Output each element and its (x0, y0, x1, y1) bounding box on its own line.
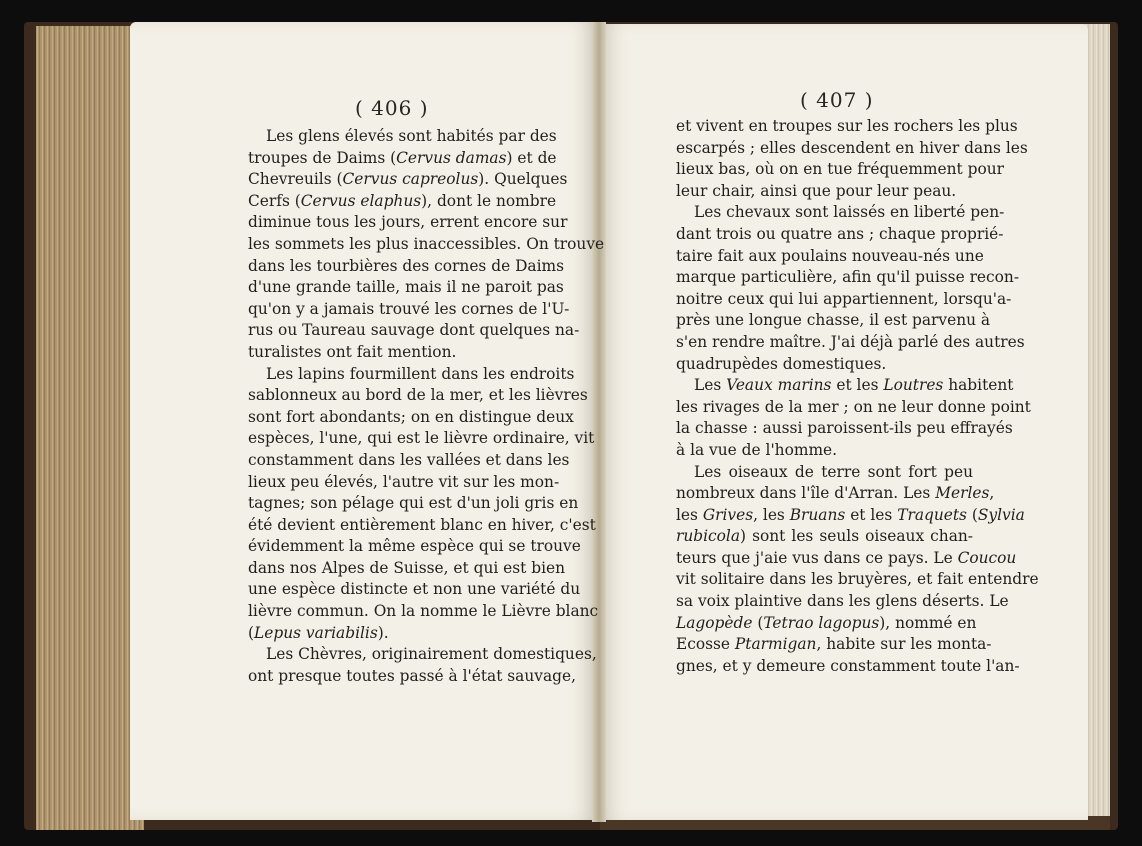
italic-term: Grives (702, 505, 754, 524)
text-run: ). (377, 623, 389, 642)
italic-term: Cervus capreolus (342, 170, 479, 189)
text-run: Les lapins fourmillent dans les endroits (266, 364, 575, 383)
text-line (676, 505, 1025, 527)
text-line (676, 310, 991, 332)
right-page-number: ( 407 ) (800, 88, 874, 112)
text-run: constamment dans les vallées et dans les (248, 450, 570, 469)
text-run: vit solitaire dans les bruyères, et fait entendre (676, 570, 1039, 589)
text-line (676, 548, 1017, 570)
text-line (248, 515, 596, 537)
text-line (676, 613, 977, 635)
text-run: sa voix plaintive dans les glens déserts. Le (676, 592, 1009, 611)
text-run: Cerfs ( (248, 191, 301, 210)
italic-term: Lepus variabilis (254, 623, 378, 642)
text-run: près une longue chasse, il est parvenu à (676, 311, 991, 330)
text-line (248, 666, 576, 688)
text-line (248, 472, 560, 494)
text-run: sablonneux au bord de la mer, et les lièvres (248, 386, 588, 405)
text-run: habitent (943, 376, 1014, 395)
text-run: Les (694, 376, 727, 395)
italic-term: Loutres (883, 376, 944, 395)
text-run: les sommets les plus inaccessibles. On trouve (248, 234, 605, 253)
text-run: lieux bas, où on en tue fréquemment pour (676, 160, 1005, 179)
text-line (676, 375, 1014, 397)
text-line (676, 289, 1012, 311)
text-line (248, 320, 580, 342)
book-gutter (592, 22, 606, 822)
text-run: , habite sur les monta- (816, 635, 992, 654)
text-run: dans nos Alpes de Suisse, et qui est bien (248, 558, 566, 577)
text-line (676, 159, 1005, 181)
text-run: Ecosse (676, 635, 735, 654)
text-run: teurs que j'aie vus dans ce pays. Le (676, 548, 958, 567)
text-run: quadrupèdes domestiques. (676, 354, 887, 373)
text-line (676, 332, 1025, 354)
text-line (248, 450, 570, 472)
text-run: ) et de (506, 148, 557, 167)
italic-term: Ptarmigan (734, 635, 817, 654)
text-line (676, 418, 1013, 440)
text-run: lieux peu élevés, l'autre vit sur les mon- (248, 472, 560, 491)
text-line (676, 591, 1009, 613)
italic-term: Veaux marins (726, 376, 832, 395)
text-line (248, 385, 588, 407)
text-line (248, 407, 574, 429)
text-run: dans les tourbières des cornes de Daims (248, 256, 564, 275)
text-line (248, 191, 557, 213)
text-line (248, 579, 581, 601)
italic-term: Sylvia (977, 505, 1025, 524)
text-run: noitre ceux qui lui appartiennent, lorsqu'a- (676, 289, 1012, 308)
text-line (248, 277, 564, 299)
text-line (248, 342, 536, 364)
text-run: ( (966, 505, 978, 524)
text-run: été devient entièrement blanc en hiver, c'est (248, 515, 596, 534)
italic-term: Merles (935, 484, 990, 503)
left-page-edges (36, 26, 144, 830)
text-line (248, 623, 536, 645)
text-line (248, 536, 581, 558)
text-run: , (989, 484, 995, 503)
text-run: et vivent en troupes sur les rochers les plus (676, 117, 1018, 135)
text-run: rus ou Taureau sauvage dont quelques na- (248, 321, 580, 340)
text-run: et les (831, 376, 884, 395)
text-run: troupes de Daims ( (248, 148, 397, 167)
text-run: Les chevaux sont laissés en liberté pen- (694, 203, 1005, 222)
text-run: espèces, l'une, qui est le lièvre ordinaire, vit (248, 429, 595, 448)
italic-term: Cervus elaphus (300, 191, 422, 210)
text-run: ) sont les seuls oiseaux chan- (740, 527, 973, 546)
text-line (248, 212, 568, 234)
text-run: à la vue de l'homme. (676, 440, 838, 459)
text-run: ), dont le nombre (421, 191, 557, 210)
text-line (248, 601, 599, 623)
text-line (248, 428, 595, 450)
text-line (248, 169, 568, 191)
text-line (248, 644, 597, 666)
text-run: , les (753, 505, 790, 524)
text-run: nombreux dans l'île d'Arran. Les (676, 484, 936, 503)
text-run: les rivages de la mer ; on ne leur donne point (676, 397, 1031, 416)
text-run: diminue tous les jours, errent encore sur (248, 213, 568, 232)
text-run: s'en rendre maître. J'ai déjà parlé des autres (676, 332, 1025, 351)
text-run: évidemment la même espèce qui se trouve (248, 537, 581, 556)
text-run: gnes, et y demeure constamment toute l'an- (676, 656, 1020, 675)
text-run: la chasse : aussi paroissent-ils peu effrayés (676, 419, 1013, 438)
text-run: leur chair, ainsi que pour leur peau. (676, 181, 957, 200)
text-run: Les Chèvres, originairement domestiques, (266, 645, 597, 664)
text-run: lièvre commun. On la nomme le Lièvre blanc (248, 602, 599, 621)
text-run: escarpés ; elles descendent en hiver dans les (676, 138, 1028, 157)
text-line (248, 148, 557, 170)
left-page-text (248, 126, 605, 687)
text-run: et les (845, 505, 898, 524)
italic-term: Cervus damas (396, 148, 507, 167)
text-line (248, 558, 566, 580)
text-run: Les glens élevés sont habités par des (266, 127, 557, 145)
text-line (248, 299, 570, 321)
italic-term: Bruans (789, 505, 846, 524)
text-line (676, 354, 973, 376)
text-run: ont presque toutes passé à l'état sauvage, (248, 666, 576, 685)
text-line (676, 116, 1018, 138)
italic-term: Tetrao lagopus (763, 613, 880, 632)
right-page-text (676, 116, 1039, 677)
text-run: dant trois ou quatre ans ; chaque proprié- (676, 224, 1004, 243)
text-run: ), nommé en (879, 613, 977, 632)
text-run: les (676, 505, 703, 524)
text-line (676, 569, 1039, 591)
text-line (248, 493, 579, 515)
left-page-number: ( 406 ) (355, 96, 429, 120)
text-run: qu'on y a jamais trouvé les cornes de l'U- (248, 299, 570, 318)
text-run: ). Quelques (478, 170, 568, 189)
text-run: ( (248, 623, 255, 642)
text-run: Les oiseaux de terre sont fort peu (694, 462, 973, 481)
text-line (676, 397, 1031, 419)
italic-term: Coucou (957, 548, 1017, 567)
text-line (248, 126, 557, 148)
italic-term: Lagopède (676, 613, 753, 632)
text-line (676, 138, 1028, 160)
text-line (676, 181, 973, 203)
text-line (676, 526, 973, 548)
text-line (676, 202, 1005, 224)
text-line (676, 224, 1004, 246)
text-line (676, 656, 1020, 678)
text-line (248, 256, 564, 278)
text-run: Chevreuils ( (248, 170, 343, 189)
text-line (676, 440, 973, 462)
text-run: d'une grande taille, mais il ne paroit pas (248, 278, 564, 297)
text-line (248, 234, 605, 256)
text-run: ( (752, 613, 764, 632)
italic-term: Traquets (897, 505, 967, 524)
text-line (676, 462, 973, 484)
text-line (248, 364, 575, 386)
text-run: sont fort abondants; on en distingue deux (248, 407, 574, 426)
text-run: taire fait aux poulains nouveau-nés une (676, 246, 984, 265)
text-line (676, 267, 1020, 289)
text-run: une espèce distincte et non une variété du (248, 580, 581, 599)
text-line (676, 483, 995, 505)
text-run: marque particulière, afin qu'il puisse recon- (676, 268, 1020, 287)
text-run: tagnes; son pélage qui est d'un joli gris en (248, 494, 579, 513)
italic-term: rubicola (676, 527, 741, 546)
text-run: turalistes ont fait mention. (248, 342, 457, 361)
text-line (676, 246, 984, 268)
text-line (676, 634, 992, 656)
